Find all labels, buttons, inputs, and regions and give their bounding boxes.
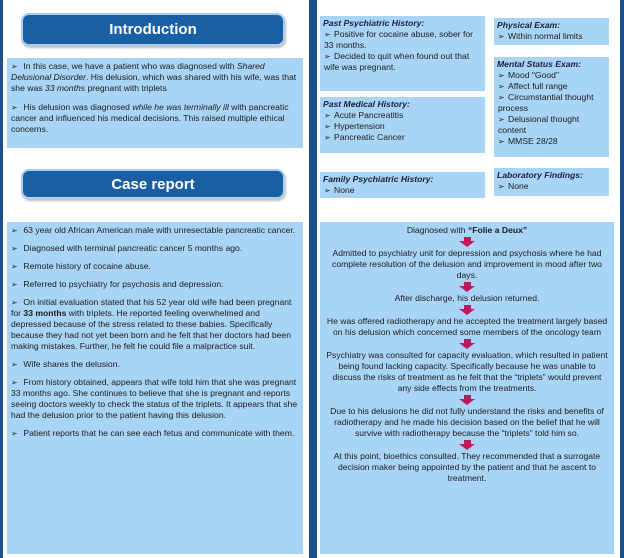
down-arrow-icon: [326, 395, 608, 405]
down-arrow-icon: [326, 237, 608, 247]
flow-step: At this point, bioethics consulted. They recommended that a surrogate decision maker being appointed by the patient and that he ascent to treatment.: [333, 451, 601, 483]
case-item: ➢ Diagnosed with terminal pancreatic cancer 5 months ago.: [11, 243, 243, 253]
arrow-bullet-icon: ➢: [498, 32, 505, 41]
family-psychiatric-history-title: Family Psychiatric History:: [323, 174, 434, 184]
arrow-bullet-icon: ➢: [11, 360, 18, 369]
diagnosis-line: Diagnosed with “Folie a Deux”: [406, 225, 528, 235]
case-item: ➢ Patient reports that he can see each fetus and communicate with them.: [11, 428, 295, 438]
flow-step: He was offered radiotherapy and he accepted the treatment largely based on his delusion which concerned some members of the oncology team: [326, 316, 608, 337]
introduction-paragraph-1: ➢ In this case, we have a patient who was diagnosed with Shared Delusional Disorder. His delusion, which was shared with his wife, was that she was 33 months pregnant with triplets: [11, 61, 297, 93]
arrow-bullet-icon: ➢: [11, 298, 18, 307]
flow-step: After discharge, his delusion returned.: [394, 293, 540, 303]
arrow-bullet-icon: ➢: [324, 133, 331, 142]
laboratory-findings-title: Laboratory Findings:: [497, 170, 583, 180]
case-item: ➢ From history obtained, appears that wife told him that she was pregnant 33 months ago. She continues to believe that she is pregnant and reports seeing doctors weekly to check the status of the triplets. It appears that she had the delusion prior to the patient having this delusion.: [11, 377, 298, 420]
down-arrow-icon: [326, 440, 608, 450]
introduction-paragraph-2: ➢ His delusion was diagnosed while he was terminally ill with pancreatic cancer and influenced his medical decisions. This raised multiple ethical concerns.: [11, 102, 289, 134]
case-item: ➢ 63 year old African American male with unresectable pancreatic cancer.: [11, 225, 296, 235]
list-item: ➢ Affect full range: [498, 81, 568, 91]
arrow-bullet-icon: ➢: [11, 226, 18, 235]
introduction-header: Introduction: [21, 13, 285, 46]
arrow-bullet-icon: ➢: [11, 62, 18, 71]
arrow-bullet-icon: ➢: [324, 30, 331, 39]
physical-exam-title: Physical Exam:: [497, 20, 561, 30]
case-item: ➢ Remote history of cocaine abuse.: [11, 261, 151, 271]
list-item: ➢ None: [324, 185, 355, 195]
arrow-bullet-icon: ➢: [11, 280, 18, 289]
down-arrow-icon: [326, 339, 608, 349]
list-item: ➢ Circumstantial thought process: [498, 92, 594, 113]
list-item: ➢ Hypertension: [324, 121, 385, 131]
arrow-bullet-icon: ➢: [11, 429, 18, 438]
arrow-bullet-icon: ➢: [324, 186, 331, 195]
past-psychiatric-history-box: [320, 16, 485, 91]
right-edge-bar: [620, 0, 624, 558]
down-arrow-icon: [326, 305, 608, 315]
arrow-bullet-icon: ➢: [498, 182, 505, 191]
past-medical-history-box: [320, 97, 485, 153]
left-edge-bar: [0, 0, 3, 558]
list-item: ➢ None: [498, 181, 529, 191]
case-report-box: [7, 222, 303, 554]
clinical-course-flow-box: [320, 222, 614, 554]
arrow-bullet-icon: ➢: [324, 111, 331, 120]
arrow-bullet-icon: ➢: [498, 93, 505, 102]
case-item: ➢ Wife shares the delusion.: [11, 359, 120, 369]
arrow-bullet-icon: ➢: [11, 378, 18, 387]
list-item: ➢ Pancreatic Cancer: [324, 132, 405, 142]
case-report-header: Case report: [21, 169, 285, 199]
physical-exam-box: [494, 18, 609, 45]
center-divider: [309, 0, 317, 558]
case-item: ➢ On initial evaluation stated that his 52 year old wife had been pregnant for 33 months with triplets. He reported feeling overwhelmed and depressed because of the stress related to these babies. Specifically because they had not yet been born and he felt that her doctors had been making mistakes. Further, he felt he could file a malpractice suit.: [11, 297, 292, 351]
arrow-bullet-icon: ➢: [11, 103, 18, 112]
list-item: ➢ Acute Pancreatitis: [324, 110, 404, 120]
arrow-bullet-icon: ➢: [498, 115, 505, 124]
list-item: ➢ Positive for cocaine abuse, sober for 33 months.: [324, 29, 474, 50]
family-psychiatric-history-box: [320, 172, 485, 198]
list-item: ➢ Delusional thought content: [498, 114, 580, 135]
mental-status-exam-box: [494, 57, 609, 157]
mental-status-exam-title: Mental Status Exam:: [497, 59, 582, 69]
laboratory-findings-box: [494, 168, 609, 196]
down-arrow-icon: [326, 282, 608, 292]
list-item: ➢ Mood "Good": [498, 70, 560, 80]
past-medical-history-title: Past Medical History:: [323, 99, 410, 109]
arrow-bullet-icon: ➢: [498, 137, 505, 146]
introduction-box: [7, 58, 303, 148]
list-item: ➢ Decided to quit when found out that wife was pregnant.: [324, 51, 470, 72]
past-psychiatric-history-title: Past Psychiatric History:: [323, 18, 425, 28]
arrow-bullet-icon: ➢: [11, 262, 18, 271]
arrow-bullet-icon: ➢: [498, 71, 505, 80]
list-item: ➢ MMSE 28/28: [498, 136, 558, 146]
list-item: ➢ Within normal limits: [498, 31, 583, 41]
arrow-bullet-icon: ➢: [498, 82, 505, 91]
arrow-bullet-icon: ➢: [324, 52, 331, 61]
arrow-bullet-icon: ➢: [324, 122, 331, 131]
flow-step: Admitted to psychiatry unit for depression and psychosis where he had complete resolution of the delusion and improvement in mood after two days.: [332, 248, 602, 280]
case-item: ➢ Referred to psychiatry for psychosis and depression.: [11, 279, 224, 289]
arrow-bullet-icon: ➢: [11, 244, 18, 253]
flow-step: Psychiatry was consulted for capacity evaluation, which resulted in patient being found lacking capacity. Specifically because he was unable to discuss the risks of treatment as he felt that the “triplets” would prevent any side effects from the treatments.: [326, 350, 608, 393]
flow-step: Due to his delusions he did not fully understand the risks and benefits of radiotherapy and he made his decision based on the belief that he will survive with radiotherapy because the “triplets” told him so.: [330, 406, 604, 438]
